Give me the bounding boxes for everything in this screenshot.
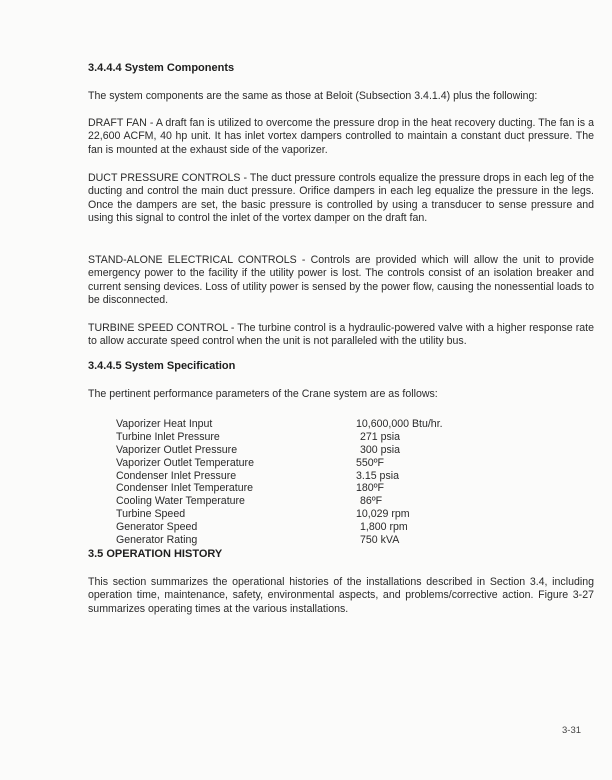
paragraph-duct-pressure-controls: DUCT PRESSURE CONTROLS - The duct pressure controls equalize the pressure drops in each leg of the ducting and control the main duct pressure. Orifice dampers in each leg equalize the pressure in the legs. Once the dampers are set, the basic pressure is controlled by using a transducer to sense pressure and using this signal to control the inlet of the vortex damper on the draft fan. [88, 172, 594, 225]
spec-value: 10,029 rpm [356, 508, 410, 521]
spec-value: 271 psia [360, 430, 401, 443]
spec-row [116, 482, 443, 495]
paragraph-turbine-speed-control: TURBINE SPEED CONTROL - The turbine control is a hydraulic-powered valve with a higher response rate to allow accurate speed control when the unit is not paralleled with the utility bus. [88, 322, 594, 348]
spec-value: 3.15 psia [356, 469, 399, 482]
spec-value: 300 psia [360, 443, 401, 456]
spec-name: Condenser Inlet Pressure [116, 469, 237, 482]
spec-row [116, 444, 443, 457]
spec-row [116, 521, 443, 534]
spec-name: Generator Speed [116, 521, 198, 534]
spec-row [116, 534, 443, 547]
paragraph-operation-history: This section summarizes the operational histories of the installations described in Section 3.4, including operation time, maintenance, safety, environmental aspects, and problems/corrective action. Figure 3-27 summarizes operating times at the various installations. [88, 576, 594, 615]
spec-name: Turbine Speed [116, 508, 186, 521]
specification-table [116, 418, 443, 547]
spec-value: 180ºF [356, 482, 385, 495]
spec-row [116, 457, 443, 470]
spec-row [116, 508, 443, 521]
spec-name: Vaporizer Outlet Temperature [116, 456, 254, 469]
spec-value: 750 kVA [360, 534, 400, 547]
spec-name: Vaporizer Outlet Pressure [116, 443, 238, 456]
section-heading-system-specification: 3.4.4.5 System Specification [88, 360, 236, 372]
paragraph-stand-alone-controls: STAND-ALONE ELECTRICAL CONTROLS - Controls are provided which will allow the unit to provide emergency power to the facility if the utility power is lost. The controls consist of an isolation breaker and current sensing devices. Loss of utility power is sensed by the power flow, causing the nonessential loads to be disconnected. [88, 254, 594, 307]
system-specification-intro: The pertinent performance parameters of the Crane system are as follows: [88, 388, 438, 400]
spec-name: Generator Rating [116, 534, 198, 547]
section-heading-operation-history: 3.5 OPERATION HISTORY [88, 548, 223, 560]
spec-name: Cooling Water Temperature [116, 495, 245, 508]
spec-row [116, 431, 443, 444]
spec-name: Vaporizer Heat Input [116, 418, 213, 430]
spec-value: 86ºF [360, 495, 383, 508]
section-heading-system-components: 3.4.4.4 System Components [88, 62, 235, 74]
paragraph-draft-fan: DRAFT FAN - A draft fan is utilized to overcome the pressure drop in the heat recovery ducting. The fan is a 22,600 ACFM, 40 hp unit. It has inlet vortex dampers controlled to maintain a constant duct pressure. The fan is mounted at the exhaust side of the vaporizer. [88, 117, 594, 156]
spec-row [116, 470, 443, 483]
spec-row [116, 418, 443, 431]
spec-value: 550ºF [356, 456, 385, 469]
page-number: 3-31 [562, 725, 582, 736]
spec-name: Turbine Inlet Pressure [116, 430, 220, 443]
spec-value: 1,800 rpm [360, 521, 408, 534]
spec-value: 10,600,000 Btu/hr. [356, 418, 443, 430]
spec-name: Condenser Inlet Temperature [116, 482, 254, 495]
spec-row [116, 495, 443, 508]
system-components-intro: The system components are the same as those at Beloit (Subsection 3.4.1.4) plus the following: [88, 90, 538, 102]
